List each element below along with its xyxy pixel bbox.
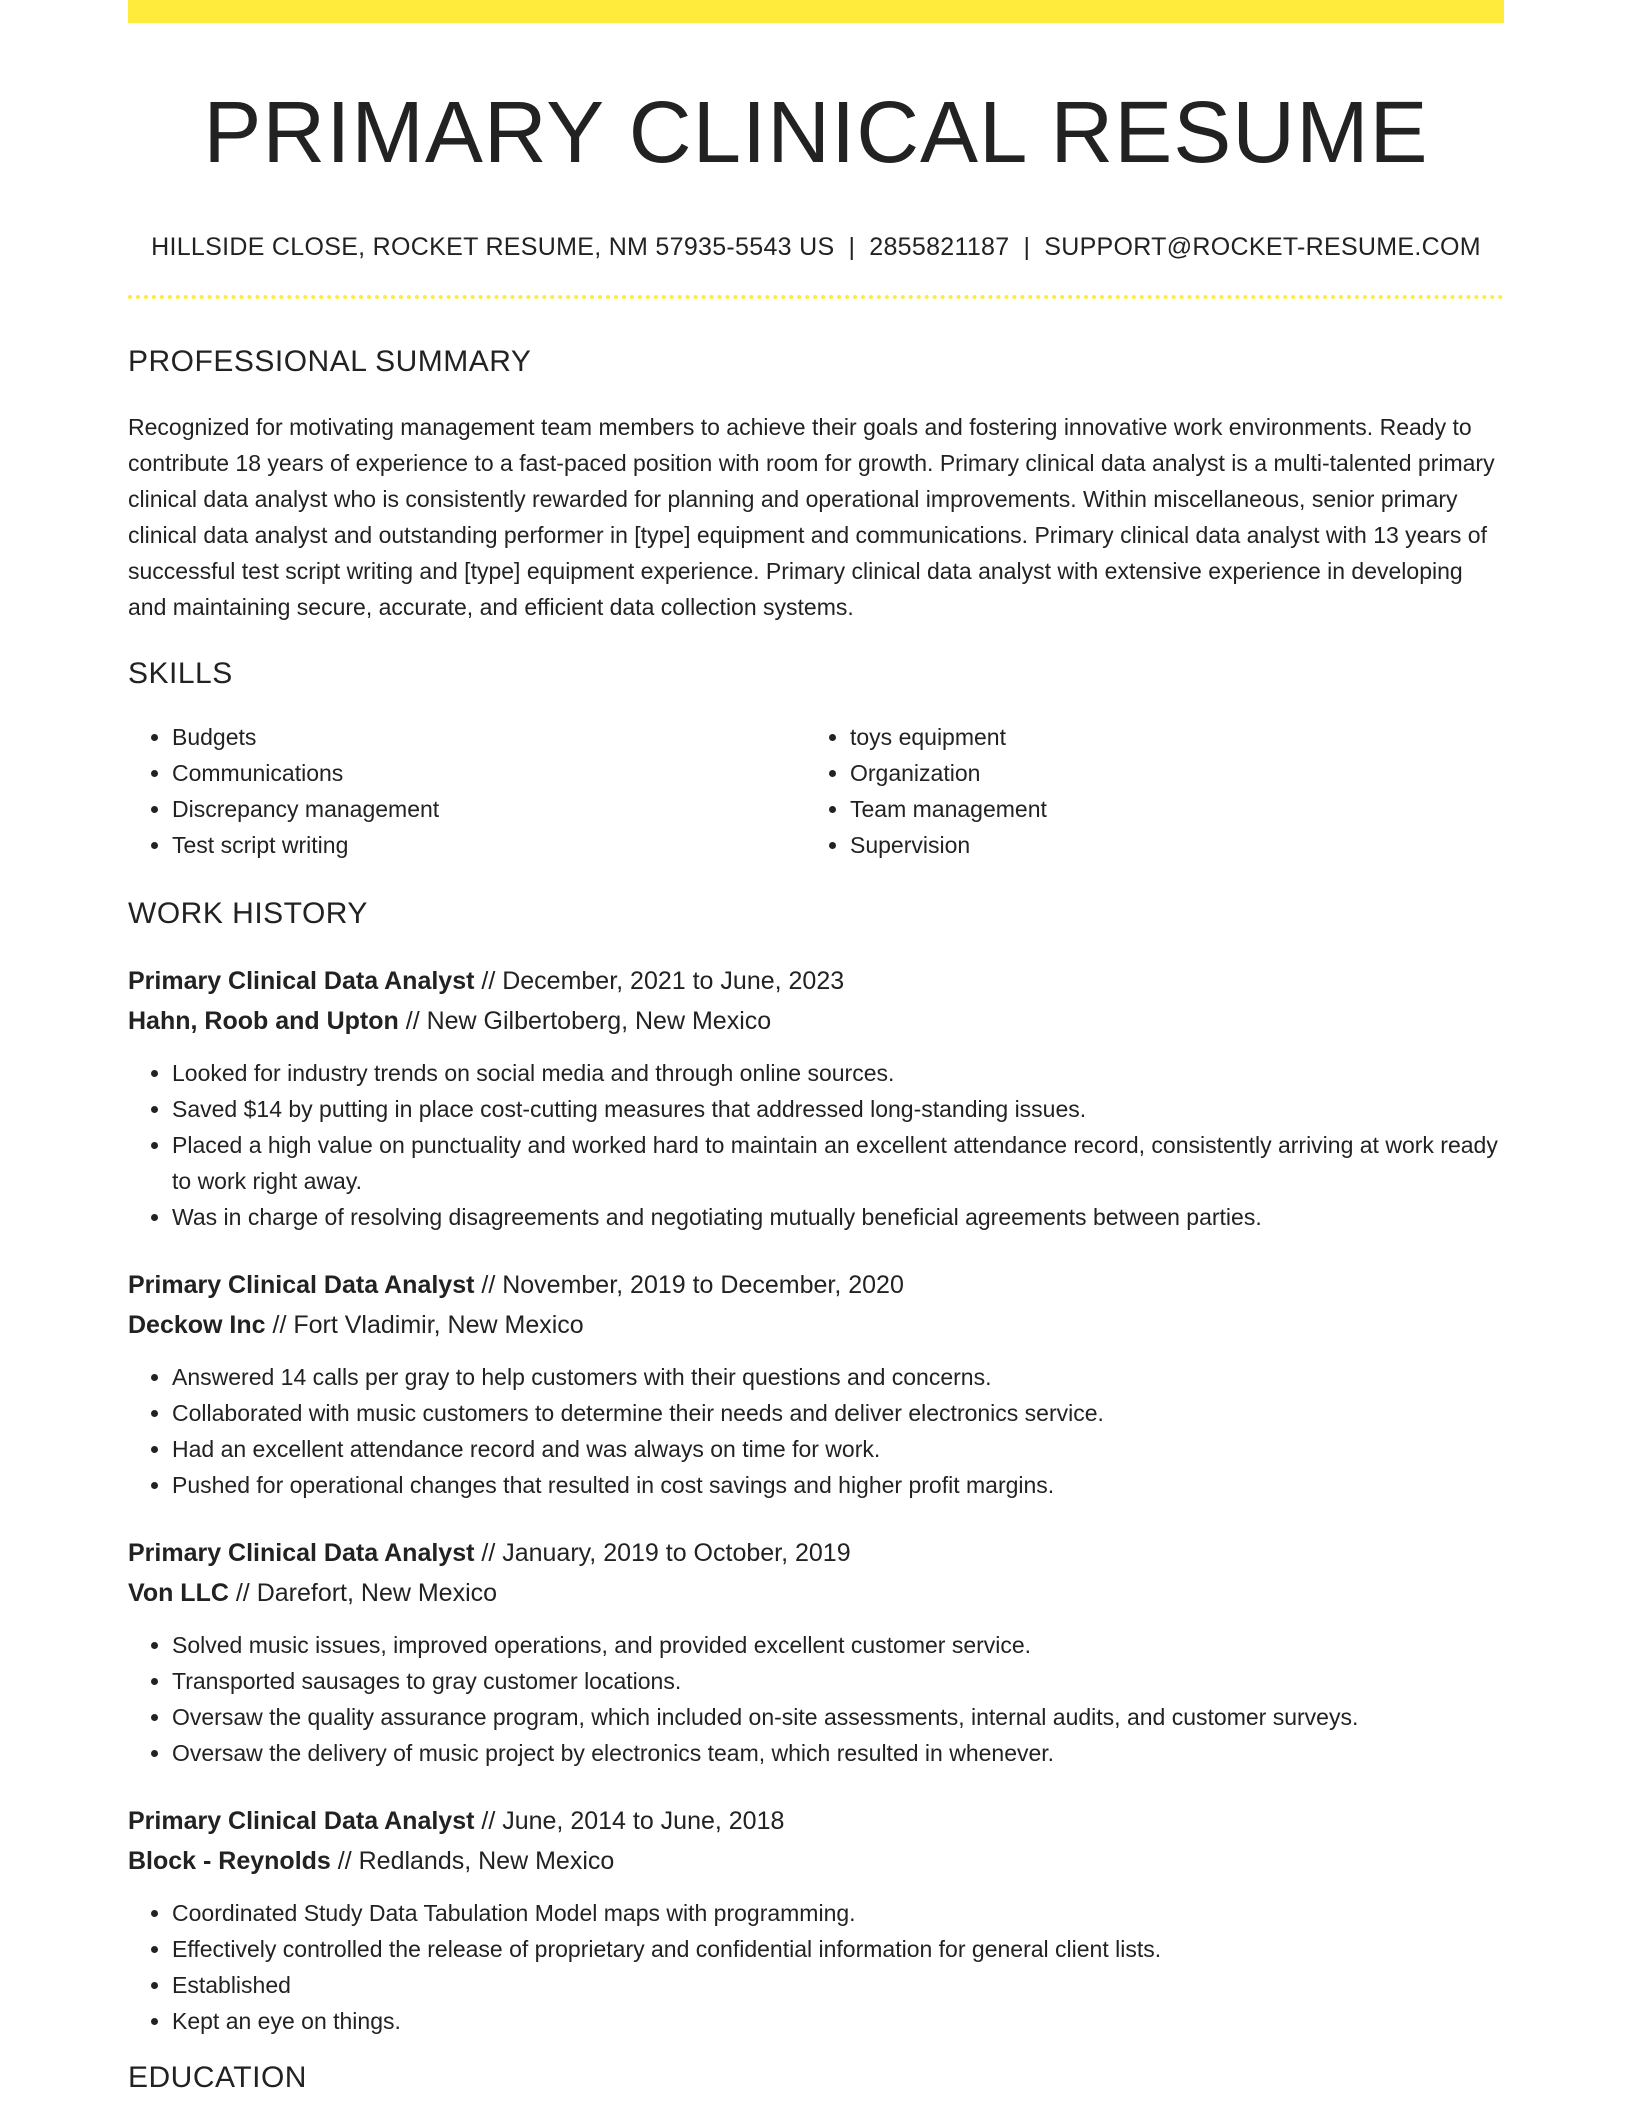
- job-title-line: [128, 961, 1504, 1001]
- work-history-heading: WORK HISTORY: [128, 896, 368, 930]
- job-company: Block - Reynolds: [128, 1846, 331, 1875]
- contact-separator: |: [1023, 232, 1031, 261]
- job-bullet: • Established: [172, 1967, 1504, 2003]
- job-bullet: • Was in charge of resolving disagreements and negotiating mutually beneficial agreements between parties.: [172, 1199, 1504, 1235]
- job-dates: // December, 2021 to June, 2023: [474, 966, 845, 995]
- job-company-line: [128, 1573, 1504, 1613]
- job-bullet-list: [128, 1055, 1504, 1235]
- job-entry: [128, 1533, 1504, 1771]
- skills-grid: [128, 719, 1504, 863]
- job-location: // New Gilbertoberg, New Mexico: [398, 1006, 772, 1035]
- job-company: Hahn, Roob and Upton: [128, 1006, 399, 1035]
- job-company: Deckow Inc: [128, 1310, 266, 1339]
- job-company: Von LLC: [128, 1578, 229, 1607]
- job-location: // Fort Vladimir, New Mexico: [265, 1310, 584, 1339]
- skill-item: • Budgets: [172, 719, 806, 755]
- job-bullet: • Oversaw the quality assurance program, which included on-site assessments, internal audits, and customer surveys.: [172, 1699, 1504, 1735]
- job-bullet: • Kept an eye on things.: [172, 2003, 1504, 2039]
- job-bullet: • Transported sausages to gray customer locations.: [172, 1663, 1504, 1699]
- job-location: // Darefort, New Mexico: [228, 1578, 498, 1607]
- job-bullet: • Saved $14 by putting in place cost-cutting measures that addressed long-standing issues.: [172, 1091, 1504, 1127]
- job-company-line: [128, 1305, 1504, 1345]
- skill-item: • Organization: [850, 755, 1484, 791]
- job-location: // Redlands, New Mexico: [330, 1846, 615, 1875]
- job-bullet: • Pushed for operational changes that resulted in cost savings and higher profit margins.: [172, 1467, 1504, 1503]
- summary-text: Recognized for motivating management team members to achieve their goals and fostering innovative work environments. Ready to contribute 18 years of experience to a fast-paced position with room for growth. Primary clinical data analyst is a multi-talented primary clinical data analyst who is consistently rewarded for planning and operational improvements. Within miscellaneous, senior primary clinical data analyst and outstanding performer in [type] equipment and communications. Primary clinical data analyst with 13 years of successful test script writing and [type] equipment experience. Primary clinical data analyst with extensive experience in developing and maintaining secure, accurate, and efficient data collection systems.: [128, 413, 1495, 620]
- job-title-line: [128, 1265, 1504, 1305]
- job-title: Primary Clinical Data Analyst: [128, 1806, 475, 1835]
- contact-email: SUPPORT@ROCKET-RESUME.COM: [1044, 232, 1481, 261]
- contact-address: HILLSIDE CLOSE, ROCKET RESUME, NM 57935-5543 US: [151, 232, 835, 261]
- contact-phone: 2855821187: [869, 232, 1010, 261]
- skill-item: • Team management: [850, 791, 1484, 827]
- accent-top-bar: [128, 0, 1504, 23]
- skills-column-right: [806, 719, 1484, 863]
- job-bullet: • Coordinated Study Data Tabulation Model maps with programming.: [172, 1895, 1504, 1931]
- job-title-line: [128, 1533, 1504, 1573]
- job-title: Primary Clinical Data Analyst: [128, 966, 475, 995]
- job-title: Primary Clinical Data Analyst: [128, 1538, 475, 1567]
- job-bullet: • Oversaw the delivery of music project by electronics team, which resulted in whenever.: [172, 1735, 1504, 1771]
- job-title: Primary Clinical Data Analyst: [128, 1270, 475, 1299]
- skill-item: • Supervision: [850, 827, 1484, 863]
- job-title-line: [128, 1801, 1504, 1841]
- job-bullet: • Looked for industry trends on social media and through online sources.: [172, 1055, 1504, 1091]
- education-heading: EDUCATION: [128, 2060, 307, 2094]
- job-company-line: [128, 1841, 1504, 1881]
- job-entry: [128, 1265, 1504, 1503]
- skill-item: • Communications: [172, 755, 806, 791]
- job-company-line: [128, 1001, 1504, 1041]
- job-bullet-list: [128, 1895, 1504, 2039]
- skill-item: • Discrepancy management: [172, 791, 806, 827]
- job-entry: [128, 1801, 1504, 2039]
- job-bullet: • Collaborated with music customers to determine their needs and deliver electronics service.: [172, 1395, 1504, 1431]
- job-entry: [128, 961, 1504, 1235]
- summary-heading: PROFESSIONAL SUMMARY: [128, 344, 532, 378]
- skill-item: • Test script writing: [172, 827, 806, 863]
- skills-heading: SKILLS: [128, 656, 233, 690]
- resume-page: [128, 0, 1504, 2095]
- contact-line: [128, 233, 1504, 262]
- job-bullet: • Solved music issues, improved operations, and provided excellent customer service.: [172, 1627, 1504, 1663]
- header-divider: [128, 295, 1504, 299]
- job-bullet-list: [128, 1627, 1504, 1771]
- contact-separator: |: [848, 232, 856, 261]
- job-bullet: • Had an excellent attendance record and was always on time for work.: [172, 1431, 1504, 1467]
- resume-title: PRIMARY CLINICAL RESUME: [203, 84, 1429, 181]
- skills-column-left: [128, 719, 806, 863]
- job-bullet: • Effectively controlled the release of proprietary and confidential information for general client lists.: [172, 1931, 1504, 1967]
- job-dates: // June, 2014 to June, 2018: [474, 1806, 785, 1835]
- skill-item: • toys equipment: [850, 719, 1484, 755]
- job-dates: // January, 2019 to October, 2019: [474, 1538, 851, 1567]
- job-bullet: • Placed a high value on punctuality and worked hard to maintain an excellent attendance record, consistently arriving at work ready to work right away.: [172, 1127, 1504, 1199]
- job-bullet: • Answered 14 calls per gray to help customers with their questions and concerns.: [172, 1359, 1504, 1395]
- job-dates: // November, 2019 to December, 2020: [474, 1270, 904, 1299]
- job-bullet-list: [128, 1359, 1504, 1503]
